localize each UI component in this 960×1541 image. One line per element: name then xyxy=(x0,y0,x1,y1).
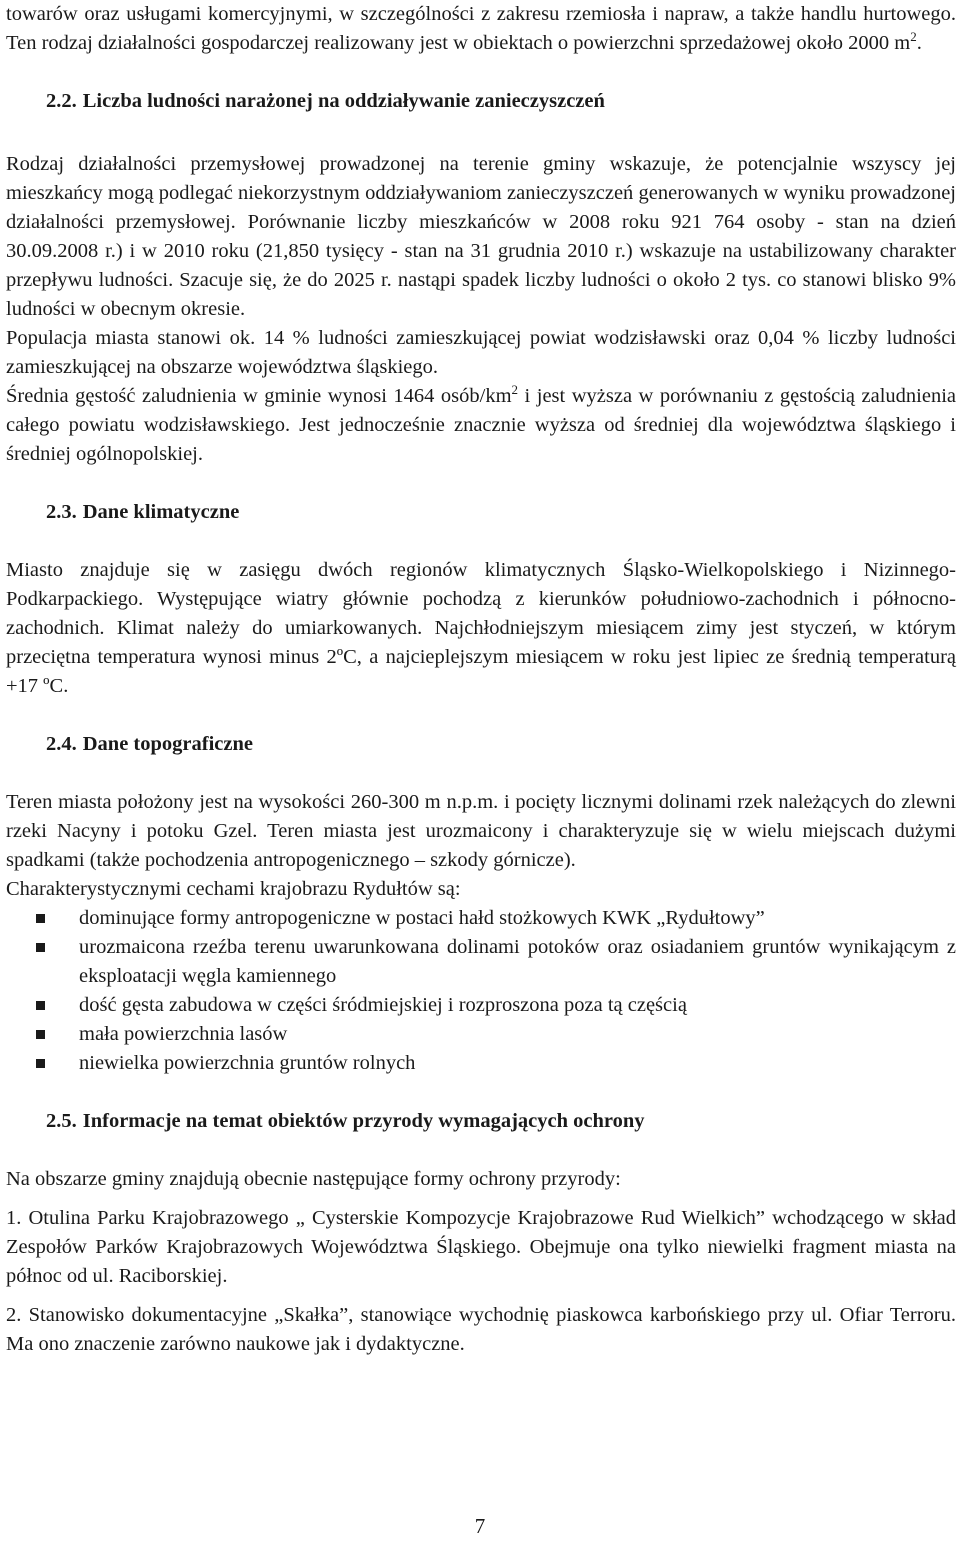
list-item xyxy=(6,933,956,991)
protection-item-2: 2. Stanowisko dokumentacyjne „Skałka”, stanowiące wychodnię piaskowca karbońskiego przy ul. Ofiar Terroru. Ma ono znaczenie zarówno naukowe jak i dydaktyczne. xyxy=(6,1304,956,1355)
density-text-a: Średnia gęstość zaludnienia w gminie wynosi 1464 osób/km xyxy=(6,385,512,407)
section-2-2-paragraph-3 xyxy=(6,382,956,469)
section-2-4-number: 2.4. xyxy=(46,733,77,755)
list-item xyxy=(6,1049,956,1078)
section-2-4-paragraph-2: Charakterystycznymi cechami krajobrazu Rydułtów są: xyxy=(6,878,461,900)
intro-superscript: 2 xyxy=(910,29,917,45)
square-bullet-icon xyxy=(36,1001,45,1010)
section-2-3-title: Dane klimatyczne xyxy=(82,501,240,523)
intro-tail: . xyxy=(916,32,922,54)
section-2-5-heading xyxy=(46,1107,956,1136)
section-2-2-heading xyxy=(46,87,956,116)
list-item-text: dość gęsta zabudowa w części śródmiejskiej i rozproszona poza tą częścią xyxy=(79,994,687,1016)
square-bullet-icon xyxy=(36,1030,45,1039)
list-item xyxy=(6,991,956,1020)
section-2-4-paragraph-1: Teren miasta położony jest na wysokości 260-300 m n.p.m. i pocięty licznymi dolinami rzek należących do zlewni rzeki Nacyny i potoku Gzel. Teren miasta jest urozmaicony i charakteryzuje się w wielu miejscach dużymi spadkami (także pochodzenia antropogenicznego – szkody górnicze). xyxy=(6,791,956,871)
section-2-3-paragraph-1: Miasto znajduje się w zasięgu dwóch regionów klimatycznych Śląsko-Wielkopolskiego i Nizinnego-Podkarpackiego. Występujące wiatry głównie pochodzą z kierunków południowo-zachodnich i północno-zachodnich. Klimat należy do umiarkowanych. Najchłodniejszym miesiącem zimy jest styczeń, w którym przeciętna temperatura wynosi minus 2ºC, a najcieplejszym miesiącem w roku jest lipiec ze średnią temperaturą +17 ºC. xyxy=(6,559,956,697)
list-item-text: mała powierzchnia lasów xyxy=(79,1023,288,1045)
section-2-2-number: 2.2. xyxy=(46,90,77,112)
section-2-2-paragraph-2: Populacja miasta stanowi ok. 14 % ludności zamieszkującej powiat wodzisławski oraz 0,04 % liczby ludności zamieszkującej na obszarze województwa śląskiego. xyxy=(6,327,956,378)
intro-text: towarów oraz usługami komercyjnymi, w szczególności z zakresu rzemiosła i napraw, a także handlu hurtowego. Ten rodzaj działalności gospodarczej realizowany jest w obiektach o powierzchni sprzedażowej około 2000 m xyxy=(6,3,956,54)
document-page xyxy=(6,0,956,1359)
square-bullet-icon xyxy=(36,1059,45,1068)
density-text-b: i jest wyższa w porównaniu z gęstością zaludnienia całego powiatu wodzisławskiego. Jest jednocześnie znacznie wyższa od średniej dla województwa śląskiego i średniej ogólnopolskiej. xyxy=(6,385,956,465)
section-2-2-title: Liczba ludności narażonej na oddziaływanie zanieczyszczeń xyxy=(82,90,605,112)
protection-item-1: 1. Otulina Parku Krajobrazowego „ Cysterskie Kompozycje Krajobrazowe Rud Wielkich” wchodzącego w skład Zespołów Parków Krajobrazowych Województwa Śląskiego. Obejmuje ona tylko niewielki fragment miasta na północ od ul. Raciborskiej. xyxy=(6,1207,956,1287)
intro-paragraph xyxy=(6,0,956,58)
section-2-2-paragraph-1: Rodzaj działalności przemysłowej prowadzonej na terenie gminy wskazuje, że potencjalnie wszyscy jej mieszkańcy mogą podlegać niekorzystnym oddziaływaniom zanieczyszczeń generowanych w wyniku prowadzonej działalności przemysłowej. Porównanie liczby mieszkańców w 2008 roku 921 764 osoby - stan na dzień 30.09.2008 r.) i w 2010 roku (21,850 tysięcy - stan na 31 grudnia 2010 r.) wskazuje na ustabilizowany charakter przepływu ludności. Szacuje się, że do 2025 r. nastąpi spadek liczby ludności o około 2 tys. co stanowi blisko 9% ludności w obecnym okresie. xyxy=(6,153,956,320)
list-item-text: dominujące formy antropogeniczne w postaci hałd stożkowych KWK „Rydułtowy” xyxy=(79,907,765,929)
section-2-5-paragraph-1: Na obszarze gminy znajdują obecnie następujące formy ochrony przyrody: xyxy=(6,1168,621,1190)
list-item xyxy=(6,904,956,933)
list-item-text: urozmaicona rzeźba terenu uwarunkowana dolinami potoków oraz osiadaniem gruntów wynikającym z eksploatacji węgla kamiennego xyxy=(79,936,956,987)
density-superscript: 2 xyxy=(511,382,519,398)
section-2-5-number: 2.5. xyxy=(46,1110,77,1132)
section-2-3-heading xyxy=(46,498,956,527)
section-2-3-number: 2.3. xyxy=(46,501,77,523)
section-2-5-title: Informacje na temat obiektów przyrody wymagających ochrony xyxy=(82,1110,645,1132)
section-2-4-title: Dane topograficzne xyxy=(82,733,253,755)
list-item-text: niewielka powierzchnia gruntów rolnych xyxy=(79,1052,416,1074)
landscape-features-list xyxy=(6,904,956,1078)
page-number: 7 xyxy=(474,1514,486,1538)
list-item xyxy=(6,1020,956,1049)
section-2-4-heading xyxy=(46,730,956,759)
square-bullet-icon xyxy=(36,914,45,923)
square-bullet-icon xyxy=(36,943,45,952)
